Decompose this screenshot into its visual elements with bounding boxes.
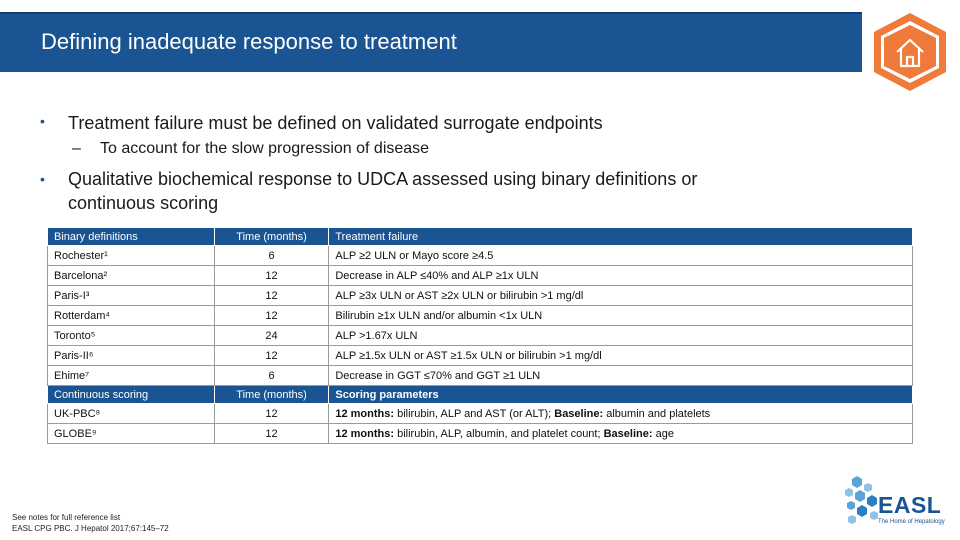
param-text: albumin and platelets: [603, 407, 711, 420]
bullet-dot: •: [40, 171, 45, 187]
table-row: [48, 326, 913, 346]
param-text: bilirubin, ALP, albumin, and platelet count;: [394, 427, 604, 440]
failure-cell: Decrease in ALP ≤40% and ALP ≥1x ULN: [329, 266, 913, 286]
header-cell: Binary definitions: [48, 228, 215, 246]
table-row: [48, 266, 913, 286]
param-label: 12 months:: [335, 427, 395, 440]
criteria-name: Ehime⁷: [48, 366, 215, 386]
sub-bullet-dash: –: [72, 140, 81, 157]
failure-cell: ALP >1.67x ULN: [329, 326, 913, 346]
param-label: Baseline:: [603, 427, 653, 440]
footnote-line: EASL CPG PBC. J Hepatol 2017;67:145–72: [12, 524, 169, 533]
failure-cell: ALP ≥2 ULN or Mayo score ≥4.5: [329, 246, 913, 266]
footnote-line: See notes for full reference list: [12, 513, 121, 522]
time-cell: 12: [214, 404, 329, 424]
table-header-continuous: [48, 386, 913, 404]
table-header-binary: [48, 228, 913, 246]
bullet-dot: •: [40, 113, 45, 129]
criteria-name: Paris-I³: [48, 286, 215, 306]
parameters-cell: [329, 404, 913, 424]
time-cell: 12: [214, 286, 329, 306]
time-cell: 6: [214, 246, 329, 266]
param-label: Baseline:: [554, 407, 604, 420]
bullet-1: [40, 113, 603, 134]
failure-cell: Decrease in GGT ≤70% and GGT ≥1 ULN: [329, 366, 913, 386]
header-cell: Time (months): [214, 386, 329, 404]
criteria-table: [47, 227, 913, 444]
param-text: age: [652, 427, 674, 440]
header-cell: Time (months): [214, 228, 329, 246]
header-cell: Continuous scoring: [48, 386, 215, 404]
table-row: [48, 246, 913, 266]
table-row: [48, 366, 913, 386]
time-cell: 24: [214, 326, 329, 346]
parameters-cell: [329, 424, 913, 444]
footnote: [12, 512, 169, 534]
failure-cell: Bilirubin ≥1x ULN and/or albumin <1x ULN: [329, 306, 913, 326]
logo-tagline: The Home of Hepatology: [878, 519, 945, 525]
hexagon-cluster-icon: [843, 474, 883, 526]
time-cell: 12: [214, 306, 329, 326]
time-cell: 6: [214, 366, 329, 386]
home-button[interactable]: [870, 11, 950, 93]
failure-cell: ALP ≥3x ULN or AST ≥2x ULN or bilirubin >1 mg/dl: [329, 286, 913, 306]
time-cell: 12: [214, 266, 329, 286]
criteria-name: Paris-II⁶: [48, 346, 215, 366]
criteria-name: Toronto⁵: [48, 326, 215, 346]
logo-text: EASL: [878, 492, 942, 518]
param-label: 12 months:: [335, 407, 395, 420]
bullet-2: [40, 167, 698, 215]
table-row: [48, 286, 913, 306]
header-cell: Treatment failure: [329, 228, 913, 246]
criteria-name: UK-PBC⁸: [48, 404, 215, 424]
bullet-2-text-line1: Qualitative biochemical response to UDCA assessed using binary definitions or: [68, 169, 698, 189]
bullet-2-text-line2: continuous scoring: [68, 193, 219, 213]
criteria-name: GLOBE⁹: [48, 424, 215, 444]
time-cell: 12: [214, 424, 329, 444]
criteria-name: Rotterdam⁴: [48, 306, 215, 326]
table-row: [48, 424, 913, 444]
param-text: bilirubin, ALP and AST (or ALT);: [394, 407, 555, 420]
sub-bullet-1-text: To account for the slow progression of disease: [100, 140, 430, 157]
sub-bullet-1: [72, 140, 430, 158]
bullet-1-text: Treatment failure must be defined on validated surrogate endpoints: [68, 113, 603, 133]
time-cell: 12: [214, 346, 329, 366]
header-cell: Scoring parameters: [329, 386, 913, 404]
table-row: [48, 346, 913, 366]
criteria-name: Barcelona²: [48, 266, 215, 286]
table-row: [48, 404, 913, 424]
home-icon: [870, 11, 950, 93]
title-bar: [0, 12, 862, 72]
criteria-name: Rochester¹: [48, 246, 215, 266]
failure-cell: ALP ≥1.5x ULN or AST ≥1.5x ULN or bilirubin >1 mg/dl: [329, 346, 913, 366]
table-row: [48, 306, 913, 326]
page-title: Defining inadequate response to treatment: [41, 29, 457, 54]
